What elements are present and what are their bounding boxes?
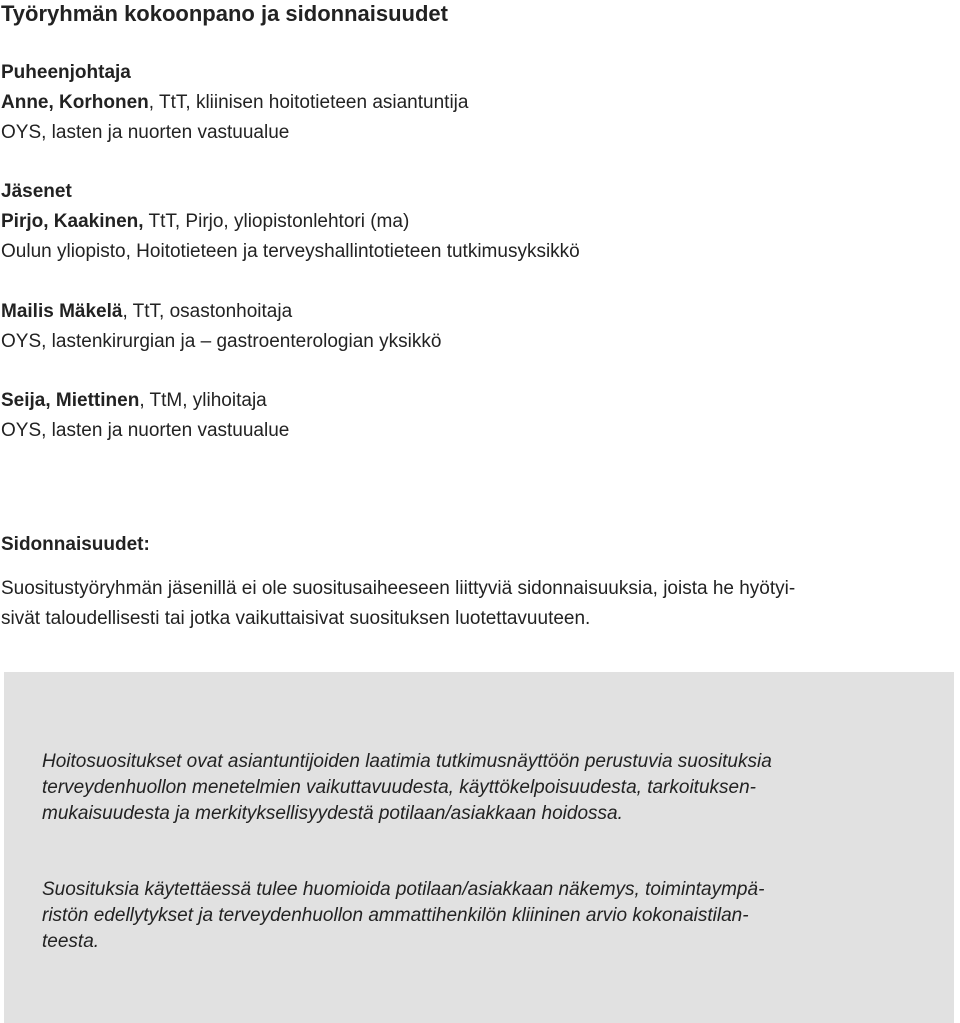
member-name-line — [1, 297, 951, 327]
disclosures-heading-block — [1, 530, 951, 560]
chair-title: , TtT, kliinisen hoitotieteen asiantuntija — [148, 92, 469, 113]
member-name: Seija, Miettinen — [1, 390, 140, 411]
member-name-line — [1, 207, 951, 237]
disclosures-line: Suositustyöryhmän jäsenillä ei ole suositusaiheeseen liittyviä sidonnaisuuksia, joista he hyötyi- — [1, 578, 796, 599]
disclosures-heading: Sidonnaisuudet: — [1, 534, 150, 555]
chair-section — [1, 58, 951, 148]
info-line: mukaisuudesta ja merkityksellisyydestä potilaan/asiakkaan hoidossa. — [42, 803, 623, 824]
member-name: Mailis Mäkelä — [1, 301, 123, 322]
chair-name: Anne, Korhonen — [1, 92, 149, 113]
member-entry — [1, 297, 951, 357]
chair-heading: Puheenjohtaja — [1, 62, 131, 83]
member-name-line — [1, 386, 951, 416]
disclosures-text — [1, 574, 956, 634]
disclosures-line: sivät taloudellisesti tai jotka vaikuttaisivat suosituksen luotettavuuteen. — [1, 608, 591, 629]
member-title: , TtT, osastonhoitaja — [122, 301, 293, 322]
members-section — [1, 177, 951, 267]
info-paragraph — [42, 749, 922, 827]
info-box — [4, 672, 954, 1023]
member-name: Pirjo, Kaakinen, — [1, 211, 144, 232]
chair-unit: OYS, lasten ja nuorten vastuualue — [1, 122, 290, 143]
info-paragraph — [42, 877, 922, 955]
member-unit: Oulun yliopisto, Hoitotieteen ja terveyshallintotieteen tutkimusyksikkö — [1, 241, 580, 262]
member-entry — [1, 386, 951, 446]
info-line: ristön edellytykset ja terveydenhuollon ammattihenkilön kliininen arvio kokonaistilan- — [42, 905, 749, 926]
info-line: terveydenhuollon menetelmien vaikuttavuudesta, käyttökelpoisuudesta, tarkoituksen- — [42, 777, 756, 798]
page-title: Työryhmän kokoonpano ja sidonnaisuudet — [1, 1, 448, 26]
member-unit: OYS, lasten ja nuorten vastuualue — [1, 420, 290, 441]
info-line: Suosituksia käytettäessä tulee huomioida potilaan/asiakkaan näkemys, toimintaympä- — [42, 879, 765, 900]
info-line: teesta. — [42, 931, 100, 952]
info-line: Hoitosuositukset ovat asiantuntijoiden laatimia tutkimusnäyttöön perustuvia suosituksia — [42, 751, 772, 772]
member-title: , TtM, ylihoitaja — [139, 390, 267, 411]
members-heading: Jäsenet — [1, 181, 72, 202]
member-unit: OYS, lastenkirurgian ja – gastroenterologian yksikkö — [1, 331, 442, 352]
member-title: TtT, Pirjo, yliopistonlehtori (ma) — [143, 211, 410, 232]
chair-name-line — [1, 88, 951, 118]
